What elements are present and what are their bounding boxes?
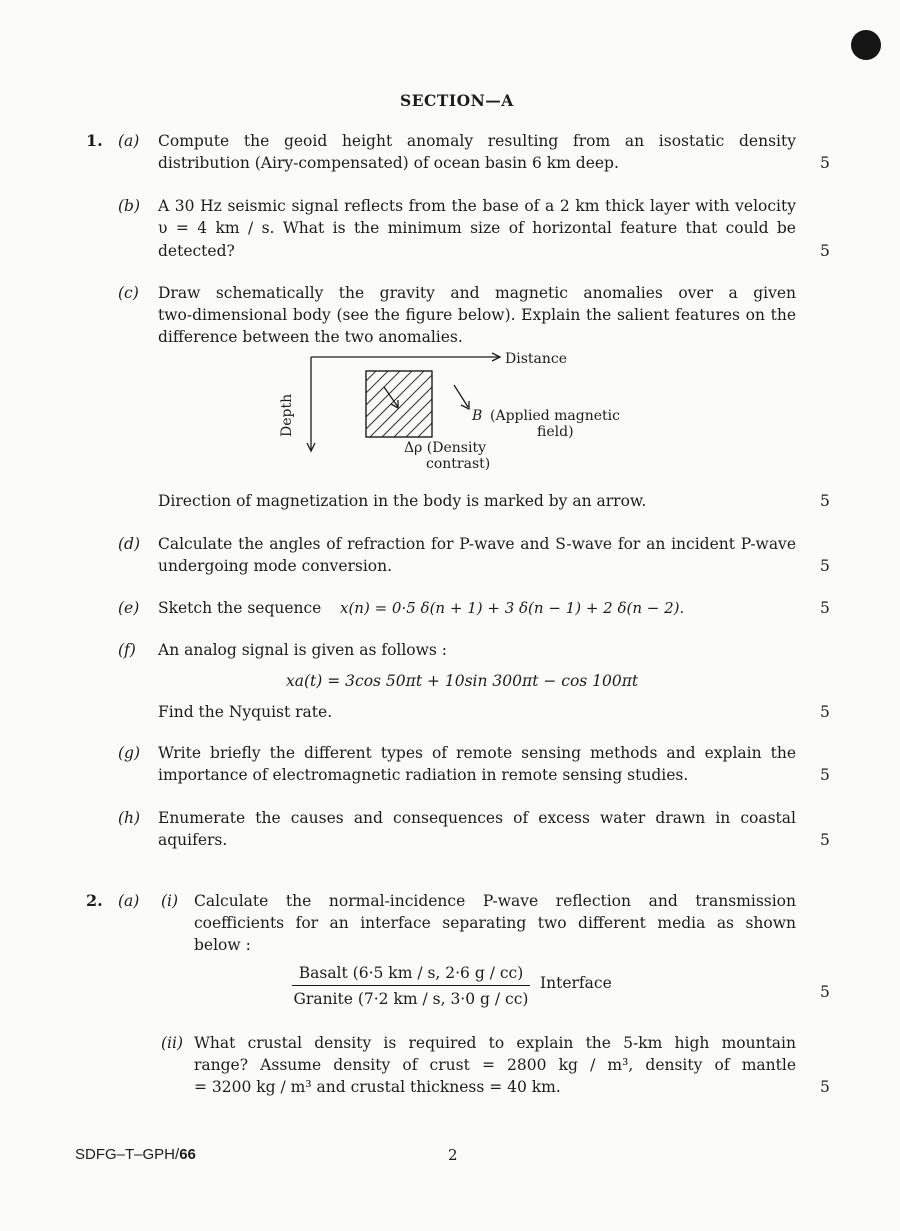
- ink-blot: [851, 30, 881, 60]
- density-body: [366, 371, 432, 437]
- q2aii-line2: range? Assume density of crust = 2800 kg / m³, density of mantle: [194, 1056, 796, 1074]
- q2ai-marks: 5: [820, 983, 830, 1001]
- interface-line: [292, 985, 530, 986]
- q1h-marks: 5: [820, 831, 830, 849]
- q1c-marks: 5: [820, 492, 830, 510]
- applied-field-arrow: [454, 385, 468, 407]
- paper-code-prefix: SDFG–T–GPH/: [75, 1146, 180, 1163]
- q1f-line2: Find the Nyquist rate.: [158, 703, 333, 721]
- q1f-equation: xa(t) = 3cos 50πt + 10sin 300πt − cos 100πt: [286, 672, 639, 690]
- lower-medium: Granite (7·2 km / s, 3·0 g / cc): [293, 990, 529, 1008]
- b-symbol: B: [472, 408, 483, 424]
- paper-code-number: 66: [179, 1146, 196, 1163]
- b-label-line2: field): [537, 424, 574, 440]
- q1f-line1: An analog signal is given as follows :: [158, 641, 448, 659]
- q1c-line1: Draw schematically the gravity and magnetic anomalies over a given: [158, 284, 796, 302]
- q1g-label: (g): [118, 744, 141, 762]
- q2aii-label: (ii): [161, 1034, 184, 1052]
- q2ai-line2: coefficients for an interface separating two different media as shown: [194, 914, 796, 932]
- q1f-marks: 5: [820, 703, 830, 721]
- q1h-line1: Enumerate the causes and consequences of excess water drawn in coastal: [158, 809, 796, 827]
- interface-label: Interface: [540, 974, 612, 992]
- q1b-label: (b): [118, 197, 141, 215]
- distance-label: Distance: [505, 351, 568, 367]
- q1e-label: (e): [118, 599, 140, 617]
- q1c-line2: two-dimensional body (see the figure below). Explain the salient features on the: [158, 306, 796, 324]
- section-heading: SECTION—A: [400, 91, 514, 110]
- q1e-equation: x(n) = 0·5 δ(n + 1) + 3 δ(n − 1) + 2 δ(n − 2).: [340, 599, 685, 617]
- q1h-line2: aquifers.: [158, 831, 228, 849]
- q2aii-marks: 5: [820, 1078, 830, 1096]
- q1a-label: (a): [118, 132, 140, 150]
- rho-label-line1: Δρ (Density: [404, 440, 486, 456]
- q1c-after-figure: Direction of magnetization in the body is marked by an arrow.: [158, 492, 647, 510]
- q1d-line1: Calculate the angles of refraction for P-wave and S-wave for an incident P-wave: [158, 535, 796, 553]
- q2aii-line1: What crustal density is required to explain the 5-km high mountain: [194, 1034, 796, 1052]
- q1g-line2: importance of electromagnetic radiation in remote sensing studies.: [158, 766, 689, 784]
- q1g-marks: 5: [820, 766, 830, 784]
- q1a-marks: 5: [820, 154, 830, 172]
- q1d-line2: undergoing mode conversion.: [158, 557, 393, 575]
- q2aii-line3: = 3200 kg / m³ and crustal thickness = 40 km.: [194, 1078, 561, 1096]
- q1c-label: (c): [118, 284, 139, 302]
- b-label-line1: (Applied magnetic: [490, 408, 620, 424]
- q1b-line2: υ = 4 km / s. What is the minimum size of horizontal feature that could be: [158, 219, 796, 237]
- q1a-line1: Compute the geoid height anomaly resulting from an isostatic density: [158, 132, 796, 150]
- q2ai-line1: Calculate the normal-incidence P-wave reflection and transmission: [194, 892, 796, 910]
- question-1-number: 1.: [86, 131, 103, 150]
- page-number: 2: [448, 1146, 458, 1164]
- q2ai-label: (i): [161, 892, 179, 910]
- q1d-label: (d): [118, 535, 141, 553]
- upper-medium: Basalt (6·5 km / s, 2·6 g / cc): [298, 964, 524, 982]
- q1b-marks: 5: [820, 242, 830, 260]
- q1f-label: (f): [118, 641, 136, 659]
- rho-label-line2: contrast): [426, 456, 491, 472]
- question-2-number: 2.: [86, 891, 103, 910]
- q2ai-line3: below :: [194, 936, 251, 954]
- q1d-marks: 5: [820, 557, 830, 575]
- q1e-marks: 5: [820, 599, 830, 617]
- q1g-line1: Write briefly the different types of remote sensing methods and explain the: [158, 744, 796, 762]
- q1b-line3: detected?: [158, 242, 235, 260]
- depth-label: Depth: [279, 393, 295, 437]
- body-hatching: [310, 371, 484, 437]
- q1a-line2: distribution (Airy-compensated) of ocean basin 6 km deep.: [158, 154, 619, 172]
- q2a-label: (a): [118, 892, 140, 910]
- q1c-line3: difference between the two anomalies.: [158, 328, 463, 346]
- q1e-text: Sketch the sequence: [158, 599, 322, 617]
- q1b-line1: A 30 Hz seismic signal reflects from the base of a 2 km thick layer with velocity: [158, 197, 796, 215]
- q1h-label: (h): [118, 809, 141, 827]
- paper-code: [75, 1145, 196, 1165]
